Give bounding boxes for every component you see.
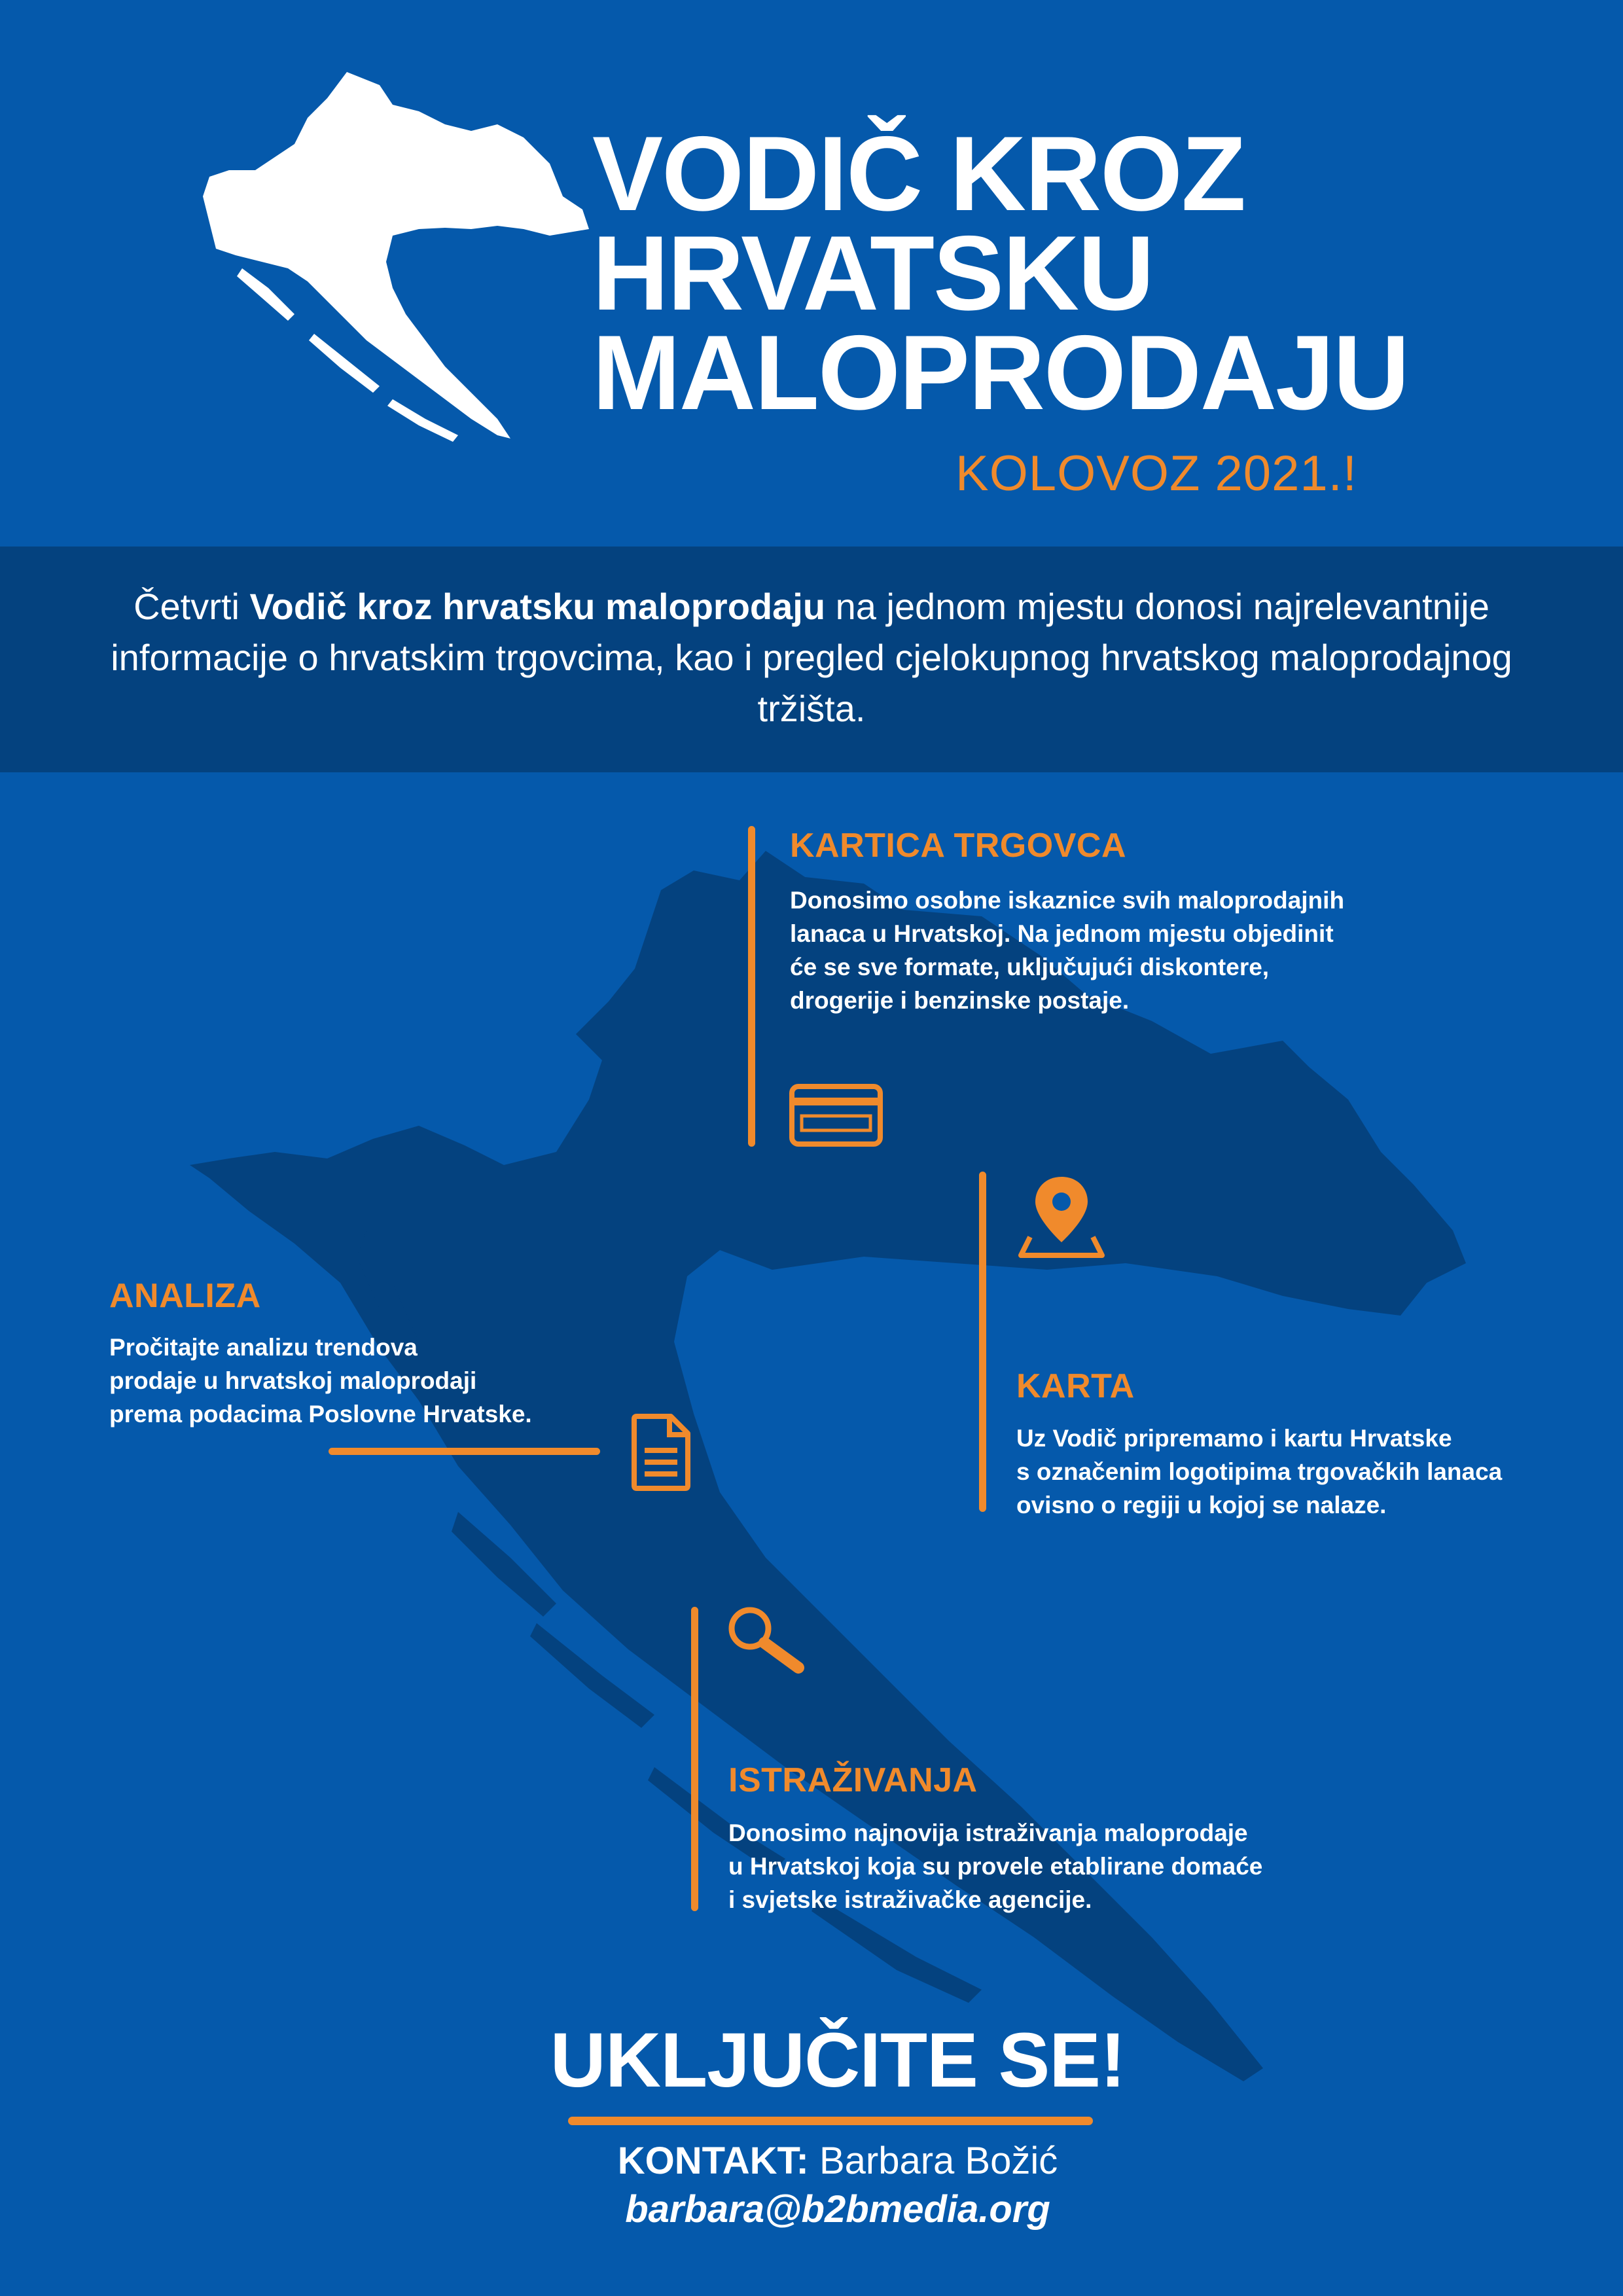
kartica-line-2: lanaca u Hrvatskoj. Na jednom mjestu objedinit bbox=[790, 920, 1334, 947]
cta-underline bbox=[568, 2117, 1093, 2125]
credit-card-icon bbox=[789, 1083, 883, 1149]
analiza-line-3: prema podacima Poslovne Hrvatske. bbox=[109, 1401, 532, 1427]
contact-label: KONTAKT: bbox=[617, 2140, 809, 2182]
kartica-divider bbox=[748, 826, 755, 1147]
title-line-2: HRVATSKU bbox=[592, 214, 1154, 332]
intro-suffix: na jednom mjestu donosi najrelevantnije informacije o hrvatskim trgovcima, kao i pregled cjelokupnog hrvatskog maloprodajnog tržišta. bbox=[111, 586, 1512, 729]
kartica-line-1: Donosimo osobne iskaznice svih maloprodajnih bbox=[790, 887, 1345, 914]
contact-email-link[interactable]: barbara@b2bmedia.org bbox=[625, 2188, 1050, 2231]
map-pin-icon bbox=[1016, 1172, 1107, 1260]
karta-divider bbox=[979, 1172, 986, 1512]
call-to-action: UKLJUČITE SE! bbox=[550, 2017, 1126, 2104]
kartica-line-3: će se sve formate, uključujući diskontere, bbox=[790, 954, 1270, 980]
intro-text bbox=[98, 581, 1525, 734]
istrazivanja-divider bbox=[691, 1607, 698, 1911]
section-title-analiza: ANALIZA bbox=[109, 1277, 261, 1315]
analiza-line-2: prodaje u hrvatskoj maloprodaji bbox=[109, 1367, 477, 1394]
issue-date: KOLOVOZ 2021.! bbox=[955, 446, 1357, 501]
section-text-kartica bbox=[790, 884, 1344, 1017]
istrazivanja-line-2: u Hrvatskoj koja su provele etablirane domaće bbox=[728, 1853, 1263, 1880]
contact-name: Barbara Božić bbox=[808, 2140, 1058, 2182]
title-line-3: MALOPRODAJU bbox=[592, 314, 1409, 432]
istrazivanja-line-3: i svjetske istraživačke agencije. bbox=[728, 1886, 1092, 1913]
magnifier-icon bbox=[725, 1604, 807, 1676]
section-text-karta bbox=[1016, 1422, 1502, 1522]
section-text-istrazivanja bbox=[728, 1816, 1262, 1916]
section-title-istrazivanja: ISTRAŽIVANJA bbox=[728, 1761, 978, 1799]
intro-bold: Vodič kroz hrvatsku maloprodaju bbox=[249, 586, 826, 627]
document-icon bbox=[630, 1412, 692, 1492]
karta-line-3: ovisno o regiji u kojoj se nalaze. bbox=[1016, 1492, 1387, 1518]
title-line-1: VODIČ KROZ bbox=[592, 115, 1245, 233]
page-title bbox=[592, 115, 1409, 432]
analiza-line-1: Pročitajte analizu trendova bbox=[109, 1334, 418, 1361]
intro-prefix: Četvrti bbox=[134, 586, 250, 627]
section-text-analiza bbox=[109, 1331, 532, 1431]
section-title-karta: KARTA bbox=[1016, 1367, 1135, 1405]
karta-line-2: s označenim logotipima trgovačkih lanaca bbox=[1016, 1458, 1503, 1485]
contact-line bbox=[0, 2139, 1623, 2183]
section-title-kartica: KARTICA TRGOVCA bbox=[790, 827, 1126, 865]
kartica-line-4: drogerije i benzinske postaje. bbox=[790, 987, 1130, 1014]
analiza-divider bbox=[329, 1448, 600, 1455]
istrazivanja-line-1: Donosimo najnovija istraživanja maloprodaje bbox=[728, 1820, 1248, 1846]
croatia-map-icon bbox=[196, 65, 596, 452]
karta-line-1: Uz Vodič pripremamo i kartu Hrvatske bbox=[1016, 1425, 1452, 1452]
